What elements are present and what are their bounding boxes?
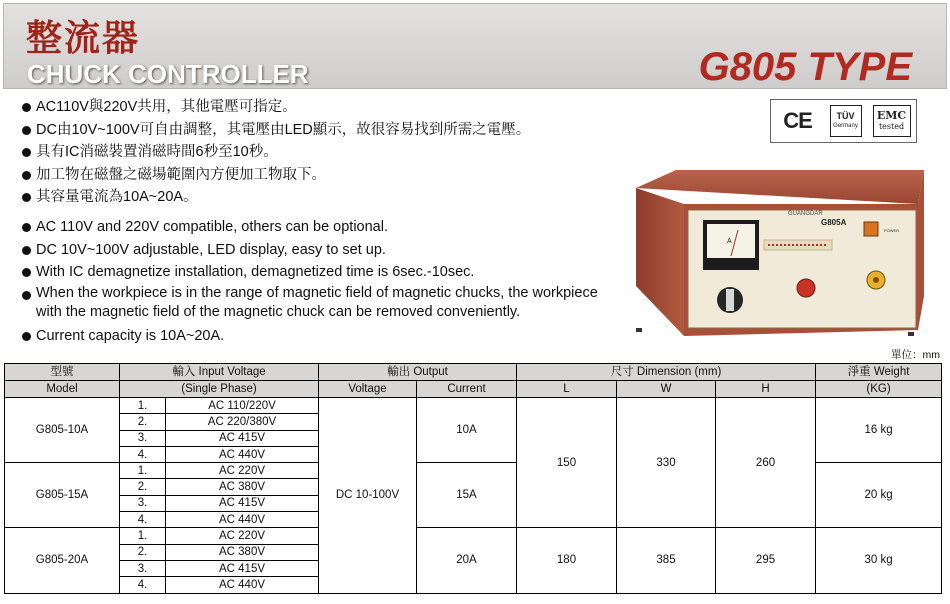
model-cell: G805-20A [5,528,120,593]
voltage-index: 1. [120,528,166,544]
header-weight: 淨重 Weight [816,364,942,381]
emc-sub: tested [878,122,905,131]
header-output: 輸出 Output [319,364,517,381]
voltage-index: 4. [120,512,166,528]
unit-note: 單位：mm [891,349,940,361]
foot-left [636,328,642,332]
feature-item: AC110V與220V共用，其他電壓可指定。 [20,96,530,119]
weight-cell: 20 kg [816,463,942,528]
header-input-voltage: 輸入 Input Voltage [120,364,319,381]
header-current: Current [417,381,517,398]
input-voltage-cell: AC 415V [166,495,319,511]
voltage-index: 2. [120,414,166,430]
tuv-country: Germany [833,123,858,129]
feature-item: When the workpiece is in the range of magnetic field of magnetic chucks, the workpiece with the magnetic field of the magnetic chuck can be removed conveniently. [20,284,620,322]
features-chinese [20,96,530,209]
feature-item: With IC demagnetize installation, demagnetized time is 6sec.-10sec. [20,261,620,284]
header-model-cn: 型號 [5,364,120,381]
input-voltage-cell: AC 440V [166,512,319,528]
case-side [636,188,684,336]
foot-right [908,332,914,336]
input-voltage-cell: AC 110/220V [166,398,319,414]
input-voltage-cell: AC 220/380V [166,414,319,430]
model-label: G805A [821,218,847,227]
feature-item: Current capacity is 10A~20A. [20,325,620,348]
ce-mark-icon: CE [783,108,812,133]
voltage-index: 2. [120,544,166,560]
output-voltage-cell: DC 10-100V [319,398,417,594]
voltage-index: 1. [120,398,166,414]
length-cell: 150 [517,398,617,528]
tuv-mark-icon [830,105,862,137]
specification-table [4,363,942,594]
controller-photo [628,168,926,340]
header-length: L [517,381,617,398]
feature-item: 其容量電流為10A~20A。 [20,186,530,209]
fuse-knob-center [873,277,879,283]
header-width: W [617,381,716,398]
header-model-en: Model [5,381,120,398]
model-cell: G805-15A [5,463,120,528]
input-voltage-cell: AC 415V [166,560,319,576]
input-voltage-cell: AC 440V [166,577,319,593]
features-english [20,216,620,347]
height-cell: 295 [716,528,816,593]
current-cell: 20A [417,528,517,593]
current-cell: 10A [417,398,517,463]
header-kg: (KG) [816,381,942,398]
tuv-label: TÜV [836,111,855,121]
voltage-index: 3. [120,430,166,446]
case-top [636,170,924,204]
voltage-index: 4. [120,446,166,462]
voltage-index: 4. [120,577,166,593]
model-cell: G805-10A [5,398,120,463]
input-voltage-cell: AC 220V [166,528,319,544]
voltage-index: 3. [120,495,166,511]
input-voltage-cell: AC 415V [166,430,319,446]
feature-item: 加工物在磁盤之磁場範圍內方便加工物取下。 [20,164,530,187]
title-chinese: 整流器 [26,17,141,59]
brand-label: GUANGDAR [788,211,823,217]
feature-item: DC 10V~100V adjustable, LED display, easy to set up. [20,239,620,262]
header-voltage: Voltage [319,381,417,398]
length-cell: 180 [517,528,617,593]
width-cell: 330 [617,398,716,528]
weight-cell: 16 kg [816,398,942,463]
power-label: POWER [884,228,900,233]
emc-mark-icon [873,105,911,137]
voltage-knob-icon [797,279,815,297]
power-switch-icon [864,222,878,236]
voltage-index: 3. [120,560,166,576]
input-voltage-cell: AC 380V [166,479,319,495]
feature-item: DC由10V~100V可自由調整，其電壓由LED顯示，故很容易找到所需之電壓。 [20,119,530,142]
table-row [5,398,942,414]
input-voltage-cell: AC 220V [166,463,319,479]
ammeter-unit: A [727,238,732,245]
table-row [5,528,942,544]
width-cell: 385 [617,528,716,593]
header-single-phase: (Single Phase) [120,381,319,398]
title-english: CHUCK CONTROLLER [27,59,309,89]
voltage-index: 2. [120,479,166,495]
mode-selector-handle [726,289,734,311]
weight-cell: 30 kg [816,528,942,593]
feature-item: AC 110V and 220V compatible, others can be optional. [20,216,620,239]
input-voltage-cell: AC 440V [166,446,319,462]
input-voltage-cell: AC 380V [166,544,319,560]
emc-label: EMC [876,109,907,122]
header-banner [3,3,947,89]
feature-item: 具有IC消磁裝置消磁時間6秒至10秒。 [20,141,530,164]
header-height: H [716,381,816,398]
height-cell: 260 [716,398,816,528]
current-cell: 15A [417,463,517,528]
header-dimension: 尺寸 Dimension (mm) [517,364,816,381]
voltage-index: 1. [120,463,166,479]
certification-logos [770,99,917,143]
product-type: G805 TYPE [698,45,912,89]
